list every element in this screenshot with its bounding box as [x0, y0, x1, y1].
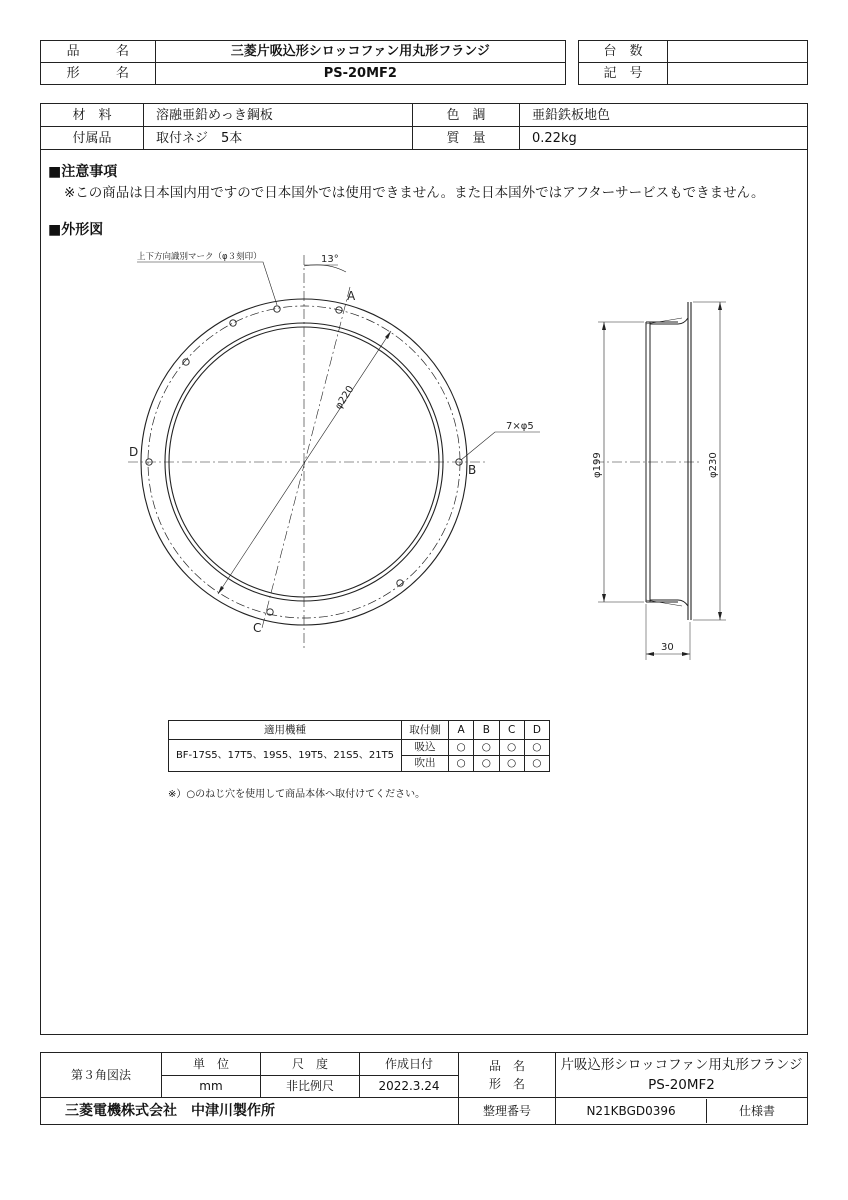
control-value: N21KBGD0396 — [556, 1099, 707, 1123]
application-table — [168, 720, 550, 772]
name-model-values — [556, 1053, 808, 1098]
col-b: B — [474, 721, 499, 740]
accessory-label: 付属品 — [41, 127, 144, 150]
depth-30-label: 30 — [661, 642, 674, 653]
projection: 第３角図法 — [41, 1053, 162, 1098]
row2-mark-d: ○ — [524, 756, 549, 772]
label-b: B — [468, 463, 477, 477]
label-c: C — [253, 621, 262, 635]
col-model: 適用機種 — [169, 721, 402, 740]
product-name-value: 三菱片吸込形シロッコファン用丸形フランジ — [155, 41, 565, 63]
quantity-label: 台 数 — [579, 41, 668, 63]
label-a: A — [347, 289, 356, 303]
date-label: 作成日付 — [360, 1053, 459, 1076]
model-value: PS-20MF2 — [155, 63, 565, 85]
doc-type: 仕様書 — [739, 1104, 776, 1118]
unit-label: 単 位 — [162, 1053, 261, 1076]
material-label: 材 料 — [41, 104, 144, 127]
scale-value: 非比例尺 — [261, 1075, 360, 1098]
holes-label: 7×φ5 — [506, 421, 534, 432]
models-cell: BF-17S5、17T5、19S5、19T5、21S5、21T5 — [169, 740, 402, 772]
row1-mark-a: ○ — [449, 740, 474, 756]
tb-name-value: 片吸込形シロッコファン用丸形フランジ — [560, 1056, 803, 1073]
tb-model-value: PS-20MF2 — [648, 1077, 715, 1093]
angle-label: 13° — [321, 254, 339, 265]
row2-side: 吹出 — [402, 756, 449, 772]
dia-199-label: φ199 — [592, 452, 603, 478]
unit-value: mm — [162, 1075, 261, 1098]
angle-arc — [304, 265, 346, 272]
product-name-label: 品 名 — [41, 41, 156, 63]
control-inner — [556, 1099, 807, 1123]
mark-leader — [137, 262, 277, 305]
holes-leader — [461, 432, 540, 460]
scale-label: 尺 度 — [261, 1053, 360, 1076]
model-label: 形 名 — [41, 63, 156, 85]
dia-230-label: φ230 — [708, 452, 719, 478]
row2-mark-c: ○ — [499, 756, 524, 772]
control-label: 整理番号 — [459, 1098, 556, 1125]
tb-model-label: 形 名 — [488, 1077, 525, 1091]
label-d: D — [129, 445, 139, 459]
dia-220-line — [218, 331, 391, 594]
control-cell — [556, 1098, 808, 1125]
mass-value: 0.22kg — [520, 127, 808, 150]
hole — [230, 320, 236, 326]
row1-mark-c: ○ — [499, 740, 524, 756]
col-c: C — [499, 721, 524, 740]
mark-label: 記 号 — [579, 63, 668, 85]
row1-mark-d: ○ — [524, 740, 549, 756]
row1-side: 吸込 — [402, 740, 449, 756]
title-block — [40, 1052, 808, 1125]
tb-name-label: 品 名 — [488, 1059, 525, 1073]
caution-heading: ■注意事項 — [48, 164, 118, 180]
dia-220-label: φ220 — [333, 384, 357, 412]
row2-mark-b: ○ — [474, 756, 499, 772]
mark-callout: 上下方向識別マーク（φ３刻印） — [137, 252, 262, 262]
row2-mark-a: ○ — [449, 756, 474, 772]
row1-mark-b: ○ — [474, 740, 499, 756]
name-model-labels — [459, 1053, 556, 1098]
company-name: 三菱電機株式会社 中津川製作所 — [41, 1098, 459, 1125]
col-side: 取付側 — [402, 721, 449, 740]
mass-label: 質 量 — [413, 127, 520, 150]
col-d: D — [524, 721, 549, 740]
accessory-value: 取付ネジ 5本 — [144, 127, 413, 150]
date-value: 2022.3.24 — [360, 1075, 459, 1098]
col-a: A — [449, 721, 474, 740]
side-view — [646, 302, 691, 620]
outline-heading: ■外形図 — [48, 222, 104, 238]
color-label: 色 調 — [413, 104, 520, 127]
angled-centerline — [262, 287, 350, 628]
color-value: 亜鉛鉄板地色 — [520, 104, 808, 127]
caution-text: ※この商品は日本国内用ですので日本国外では使用できません。また日本国外ではアフターサービスもできません。 — [64, 185, 765, 201]
material-value: 溶融亜鉛めっき鋼板 — [144, 104, 413, 127]
application-footnote: ※）○のねじ穴を使用して商品本体へ取付けてください。 — [168, 789, 426, 800]
